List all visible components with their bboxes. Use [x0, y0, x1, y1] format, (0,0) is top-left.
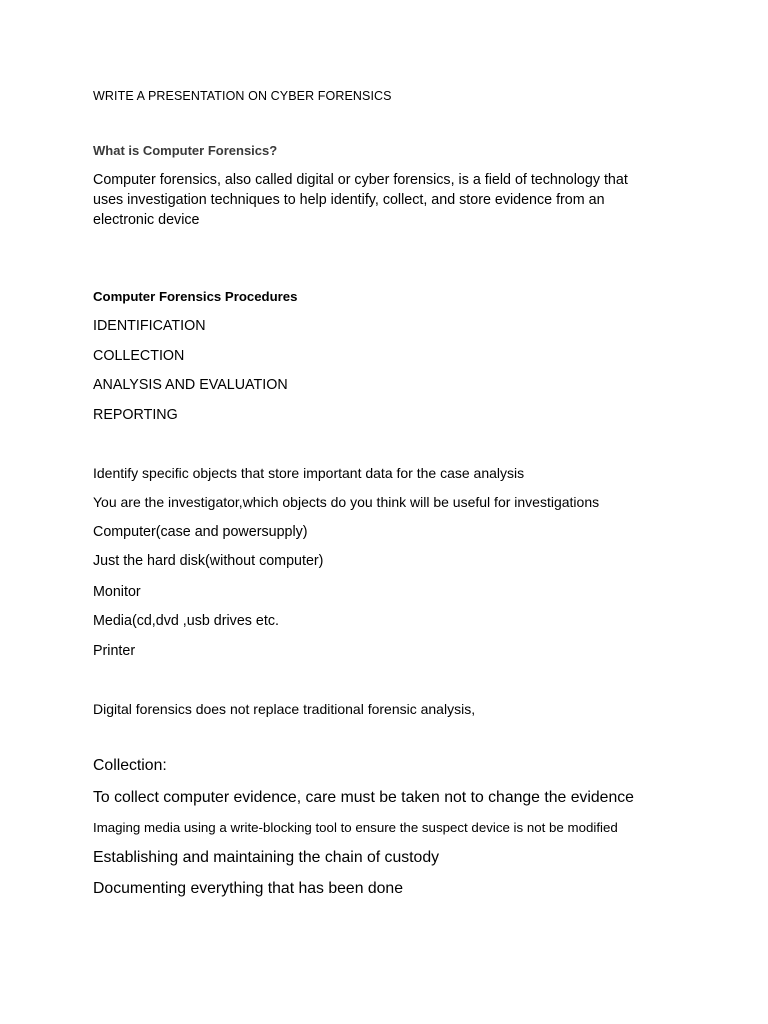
definition-paragraph	[93, 170, 673, 230]
procedure-step: ANALYSIS AND EVALUATION	[93, 377, 288, 393]
evidence-item: Monitor	[93, 584, 141, 600]
paragraph-line: Computer forensics, also called digital or cyber forensics, is a field of technology that	[93, 172, 628, 188]
evidence-item: Media(cd,dvd ,usb drives etc.	[93, 613, 279, 629]
section-heading-collection: Collection:	[93, 757, 167, 774]
forensics-note: Digital forensics does not replace traditional forensic analysis,	[93, 701, 476, 717]
investigator-question: You are the investigator,which objects do you think will be useful for investigations	[93, 494, 600, 510]
paragraph-line: electronic device	[93, 212, 200, 228]
section-heading-procedures: Computer Forensics Procedures	[93, 289, 298, 304]
evidence-item: Just the hard disk(without computer)	[93, 553, 324, 569]
collection-line: Documenting everything that has been done	[93, 880, 404, 897]
evidence-item: Printer	[93, 643, 136, 659]
document-title: WRITE A PRESENTATION ON CYBER FORENSICS	[93, 89, 392, 103]
procedure-step: COLLECTION	[93, 348, 185, 364]
paragraph-line: uses investigation techniques to help identify, collect, and store evidence from an	[93, 192, 605, 208]
collection-line: To collect computer evidence, care must be taken not to change the evidence	[93, 789, 634, 806]
procedure-step: IDENTIFICATION	[93, 318, 206, 334]
section-heading-what-is: What is Computer Forensics?	[93, 143, 278, 158]
identify-intro: Identify specific objects that store important data for the case analysis	[93, 465, 525, 481]
evidence-item: Computer(case and powersupply)	[93, 524, 308, 540]
collection-line: Imaging media using a write-blocking tool to ensure the suspect device is not be modified	[93, 820, 618, 835]
collection-line: Establishing and maintaining the chain of custody	[93, 849, 439, 866]
procedure-step: REPORTING	[93, 407, 178, 423]
